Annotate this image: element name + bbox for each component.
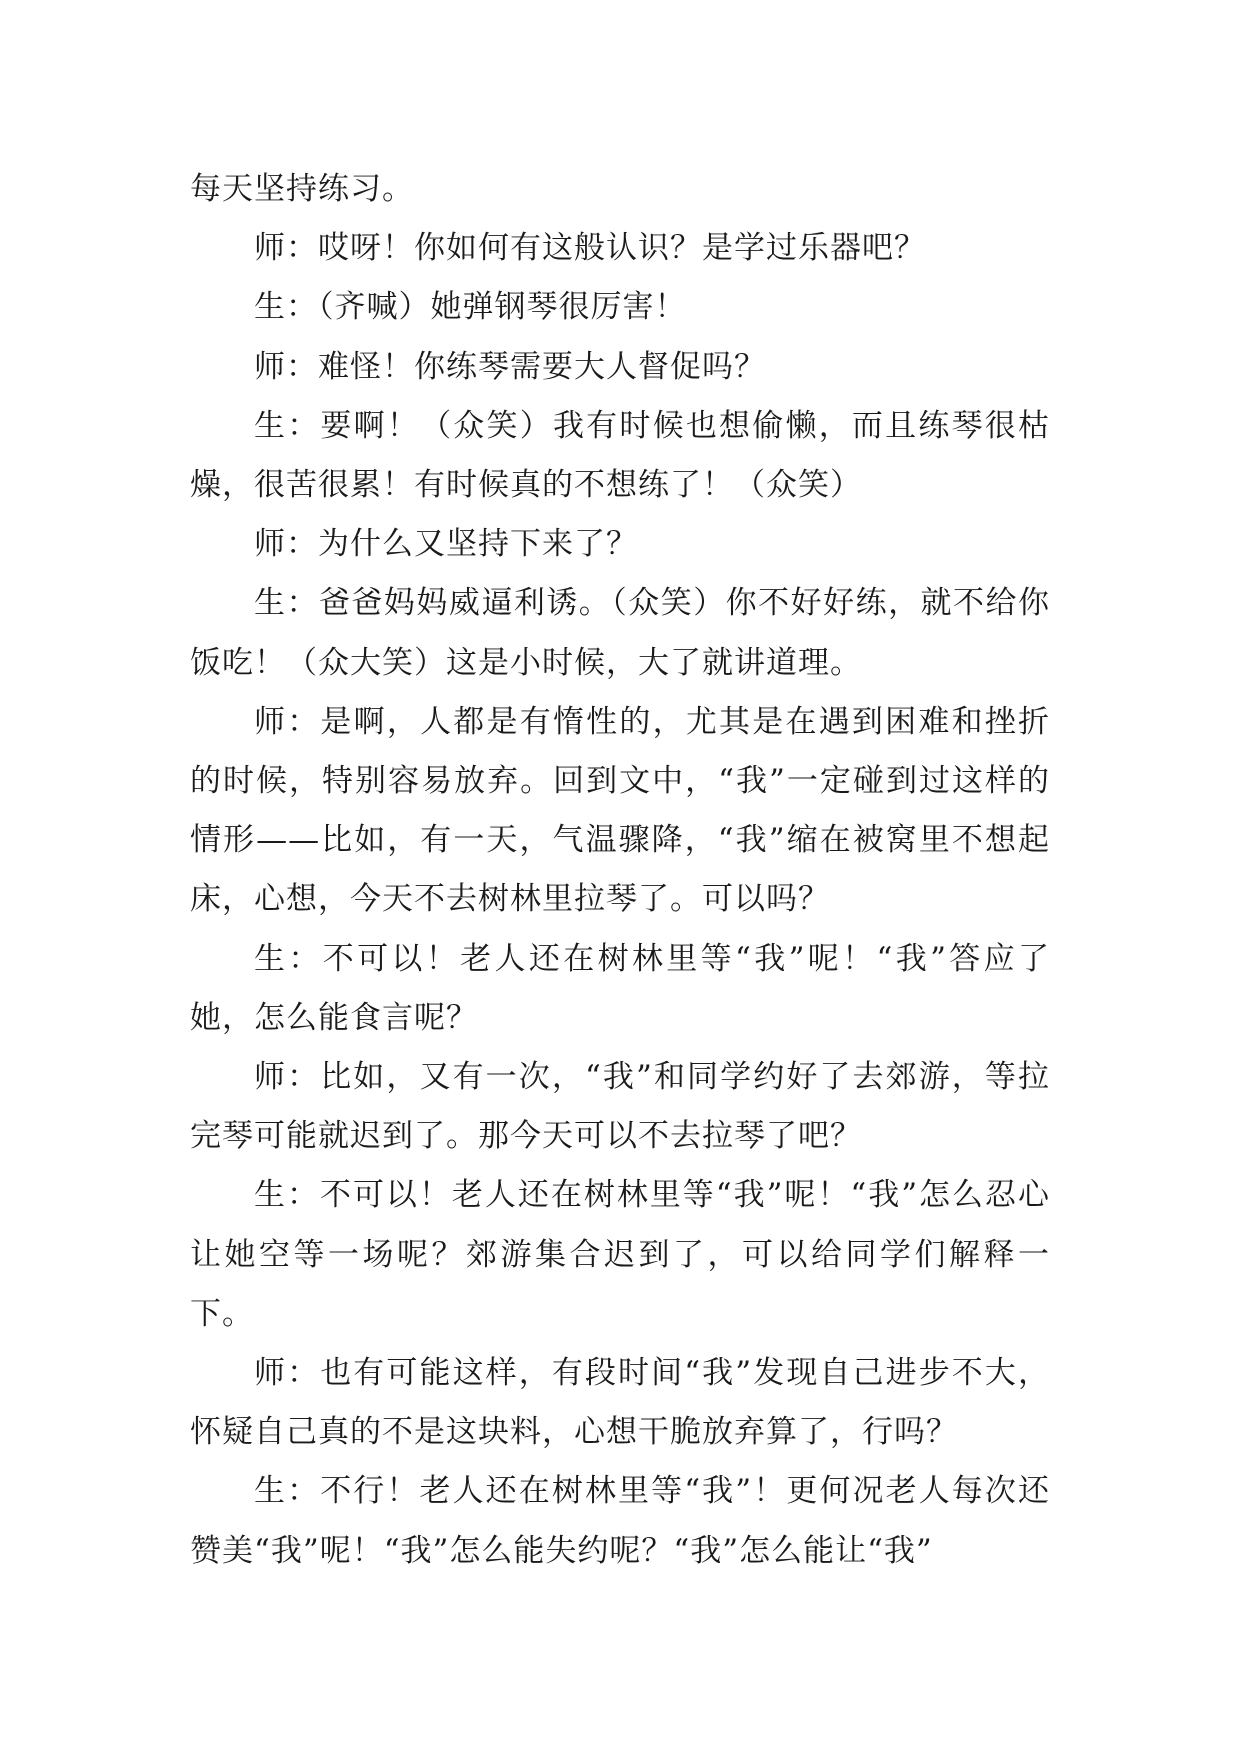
paragraph: 师：难怪！你练琴需要大人督促吗？ <box>254 348 766 385</box>
paragraph: 生：爸爸妈妈威逼利诱。（众笑）你不好好练，就不给你饭吃！（众大笑）这是小时候，大了就讲道理。 <box>190 585 1050 681</box>
paragraph: 生：（齐喊）她弹钢琴很厉害！ <box>254 289 687 326</box>
paragraph: 师：也有可能这样，有段时间“我”发现自己进步不大，怀疑自己真的不是这块料，心想干脆放弃算了，行吗？ <box>190 1355 1050 1451</box>
paragraph: 生：不可以！老人还在树林里等“我”呢！“我”答应了她，怎么能食言呢？ <box>190 940 1050 1036</box>
paragraph: 每天坚持练习。 <box>190 171 414 207</box>
paragraph: 师：是啊，人都是有惰性的，尤其是在遇到困难和挫折的时候，特别容易放弃。回到文中，“我”一定碰到过这样的情形——比如，有一天，气温骤降，“我”缩在被窝里不想起床，心想，今天不去树林里拉琴了。可以吗？ <box>190 703 1050 918</box>
paragraph: 师：比如，又有一次，“我”和同学约好了去郊游，等拉完琴可能就迟到了。那今天可以不去拉琴了吧？ <box>190 1059 1050 1155</box>
document-page <box>190 160 1050 1581</box>
paragraph: 生：不行！老人还在树林里等“我”！更何况老人每次还赞美“我”呢！“我”怎么能失约呢？“我”怎么能让“我” <box>190 1473 1050 1569</box>
paragraph: 师：哎呀！你如何有这般认识？是学过乐器吧？ <box>254 230 926 267</box>
paragraph: 生：不可以！老人还在树林里等“我”呢！“我”怎么忍心让她空等一场呢？郊游集合迟到了，可以给同学们解释一下。 <box>190 1177 1050 1332</box>
paragraph: 师：为什么又坚持下来了？ <box>254 526 638 563</box>
paragraph: 生：要啊！（众笑）我有时候也想偷懒，而且练琴很枯燥，很苦很累！有时候真的不想练了！（众笑） <box>190 407 1050 504</box>
